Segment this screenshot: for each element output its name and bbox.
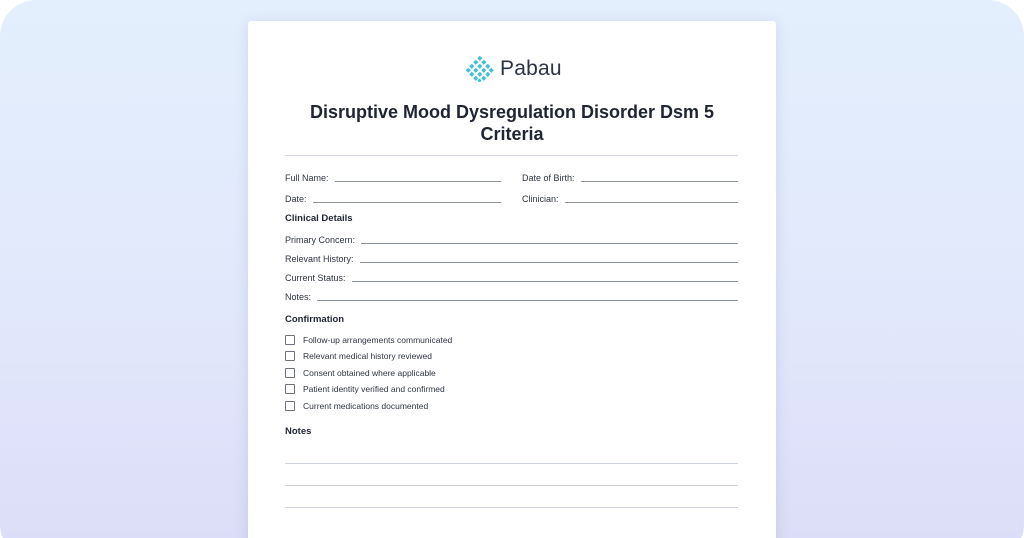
primary-concern-label: Primary Concern:: [285, 235, 356, 245]
relevant-history-field[interactable]: [285, 251, 738, 265]
date-of-birth-line[interactable]: [581, 181, 738, 182]
notes-line[interactable]: [317, 300, 738, 301]
brand-logo: [466, 56, 562, 82]
relevant-history-line[interactable]: [360, 262, 738, 263]
checklist-item-label: Current medications documented: [303, 401, 429, 411]
notes-heading: Notes: [285, 426, 312, 437]
date-of-birth-label: Date of Birth:: [522, 173, 575, 183]
brand-name: Pabau: [500, 57, 562, 80]
notes-line[interactable]: [285, 485, 738, 486]
current-status-line[interactable]: [352, 281, 738, 282]
checklist-item-label: Patient identity verified and confirmed: [303, 384, 445, 394]
checkbox[interactable]: [285, 351, 295, 361]
clinician-line[interactable]: [565, 202, 738, 203]
confirmation-heading: Confirmation: [285, 314, 345, 325]
primary-concern-line[interactable]: [361, 243, 738, 244]
checklist-item[interactable]: [285, 383, 445, 395]
diamond-lattice-logo-icon: [466, 56, 494, 82]
checklist-item[interactable]: [285, 367, 436, 379]
checklist-item[interactable]: [285, 400, 428, 412]
checklist-item[interactable]: [285, 350, 432, 362]
date-of-birth-field[interactable]: [522, 170, 738, 184]
date-label: Date:: [285, 194, 307, 204]
clinician-label: Clinician:: [522, 194, 559, 204]
full-name-field[interactable]: [285, 170, 501, 184]
notes-line[interactable]: [285, 507, 738, 508]
checklist-item-label: Follow-up arrangements communicated: [303, 335, 453, 345]
date-line[interactable]: [313, 202, 501, 203]
clinical-details-heading: Clinical Details: [285, 213, 353, 224]
checkbox[interactable]: [285, 368, 295, 378]
checklist-item[interactable]: [285, 334, 452, 346]
notes-field[interactable]: [285, 289, 738, 303]
current-status-field[interactable]: [285, 270, 738, 284]
checklist-item-label: Consent obtained where applicable: [303, 368, 436, 378]
current-status-label: Current Status:: [285, 273, 346, 283]
full-name-label: Full Name:: [285, 173, 329, 183]
notes-label: Notes:: [285, 292, 312, 302]
checkbox[interactable]: [285, 335, 295, 345]
divider: [285, 155, 738, 156]
checklist-item-label: Relevant medical history reviewed: [303, 351, 432, 361]
form-sheet: [248, 21, 776, 538]
checkbox[interactable]: [285, 401, 295, 411]
checkbox[interactable]: [285, 384, 295, 394]
clinician-field[interactable]: [522, 191, 738, 205]
full-name-line[interactable]: [335, 181, 501, 182]
notes-line[interactable]: [285, 463, 738, 464]
primary-concern-field[interactable]: [285, 232, 738, 246]
date-field[interactable]: [285, 191, 501, 205]
form-title: Disruptive Mood Dysregulation Disorder Dsm 5 Criteria: [309, 102, 715, 144]
relevant-history-label: Relevant History:: [285, 254, 354, 264]
